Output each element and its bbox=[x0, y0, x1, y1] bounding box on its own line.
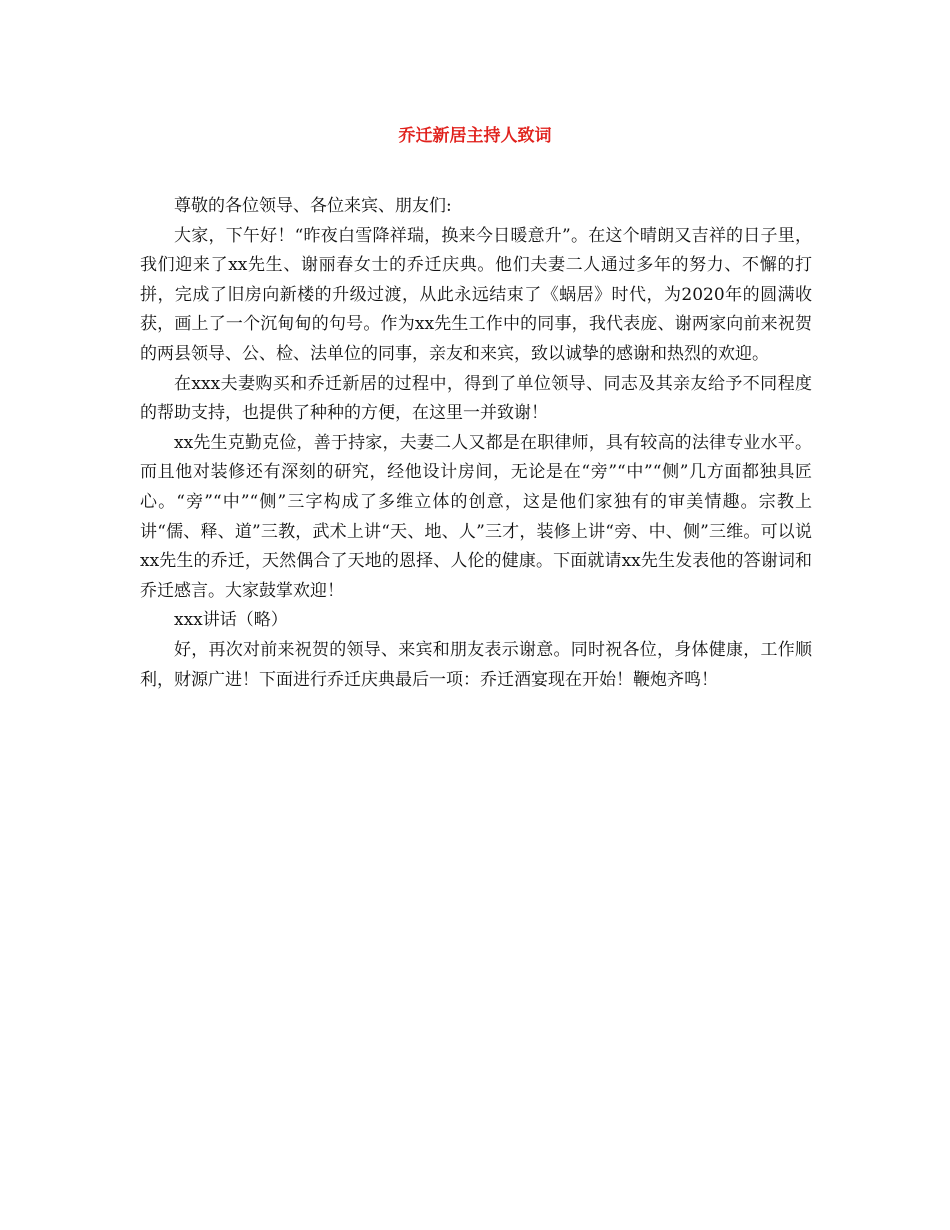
closing-paragraph: 好，再次对前来祝贺的领导、来宾和朋友表示谢意。同时祝各位，身体健康，工作顺利，财源广进！下面进行乔迁庆典最后一项：乔迁酒宴现在开始！鞭炮齐鸣！ bbox=[140, 639, 812, 690]
design-paragraph: xx先生克勤克俭，善于持家，夫妻二人又都是在职律师，具有较高的法律专业水平。而且他对装修还有深刻的研究，经他设计房间，无论是在“旁”“中”“侧”几方面都独具匠心。“旁”“中”“侧”三字构成了多维立体的创意，这是他们家独有的审美情趣。宗教上讲“儒、释、道”三教，武术上讲“天、地、人”三才，装修上讲“旁、中、侧”三维。可以说xx先生的乔迁，天然偶合了天地的恩择、人伦的健康。下面就请xx先生发表他的答谢词和乔迁感言。大家鼓掌欢迎！ bbox=[140, 432, 812, 601]
opening-paragraph: 大家，下午好！“昨夜白雪降祥瑞，换来今日暖意升”。在这个晴朗又吉祥的日子里，我们迎来了xx先生、谢丽春女士的乔迁庆典。他们夫妻二人通过多年的努力、不懈的打拼，完成了旧房向新楼的升级过渡，从此永远结束了《蜗居》时代，为2020年的圆满收获，画上了一个沉甸甸的句号。作为xx先生工作中的同事，我代表庞、谢两家向前来祝贺的两县领导、公、检、法单位的同事，亲友和来宾，致以诚挚的感谢和热烈的欢迎。 bbox=[140, 225, 812, 364]
greeting-paragraph: 尊敬的各位领导、各位来宾、朋友们: bbox=[174, 196, 452, 216]
document-body bbox=[140, 192, 812, 695]
speech-note-paragraph: xxx讲话（略） bbox=[174, 610, 288, 631]
thanks-paragraph: 在xxx夫妻购买和乔迁新居的过程中，得到了单位领导、同志及其亲友给予不同程度的帮助支持，也提供了种种的方便，在这里一并致谢！ bbox=[140, 373, 812, 424]
document-title: 乔迁新居主持人致词 bbox=[398, 126, 552, 146]
